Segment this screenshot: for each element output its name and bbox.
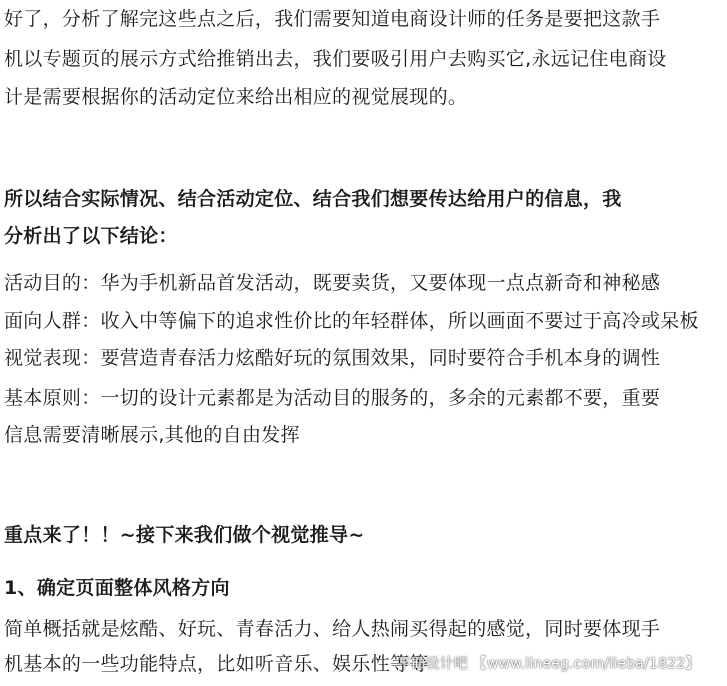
conclusion-heading-line-2: 分析出了以下结论： bbox=[4, 225, 178, 247]
highlight-heading: 重点来了！！~接下来我们做个视觉推导~ bbox=[4, 524, 365, 546]
section-body-line-2: 机基本的一些功能特点，比如听音乐、娱乐性等等 bbox=[4, 653, 429, 675]
site-watermark: 平面设计吧 【www.lineeg.com/lieba/1822】 bbox=[397, 656, 700, 672]
intro-line-2: 机以专题页的展示方式给推销出去，我们要吸引用户去购买它,永远记住电商设 bbox=[4, 48, 667, 70]
point-audience: 面向人群：收入中等偏下的追求性价比的年轻群体，所以画面不要过于高冷或呆板 bbox=[4, 310, 699, 332]
intro-line-1: 好了，分析了解完这些点之后，我们需要知道电商设计师的任务是要把这款手 bbox=[4, 8, 661, 30]
conclusion-heading-line-1: 所以结合实际情况、结合活动定位、结合我们想要传达给用户的信息，我 bbox=[4, 188, 622, 210]
section-title: 1、确定页面整体风格方向 bbox=[4, 577, 230, 599]
intro-line-3: 计是需要根据你的活动定位来给出相应的视觉展现的。 bbox=[4, 86, 468, 108]
point-purpose: 活动目的：华为手机新品首发活动，既要卖货，又要体现一点点新奇和神秘感 bbox=[4, 272, 661, 294]
section-body-line-1: 简单概括就是炫酷、好玩、青春活力、给人热闹买得起的感觉，同时要体现手 bbox=[4, 618, 661, 640]
point-principle: 基本原则：一切的设计元素都是为活动目的服务的，多余的元素都不要，重要 bbox=[4, 387, 661, 409]
point-principle-cont: 信息需要清晰展示,其他的自由发挥 bbox=[4, 424, 300, 446]
point-visual: 视觉表现：要营造青春活力炫酷好玩的氛围效果，同时要符合手机本身的调性 bbox=[4, 347, 661, 369]
